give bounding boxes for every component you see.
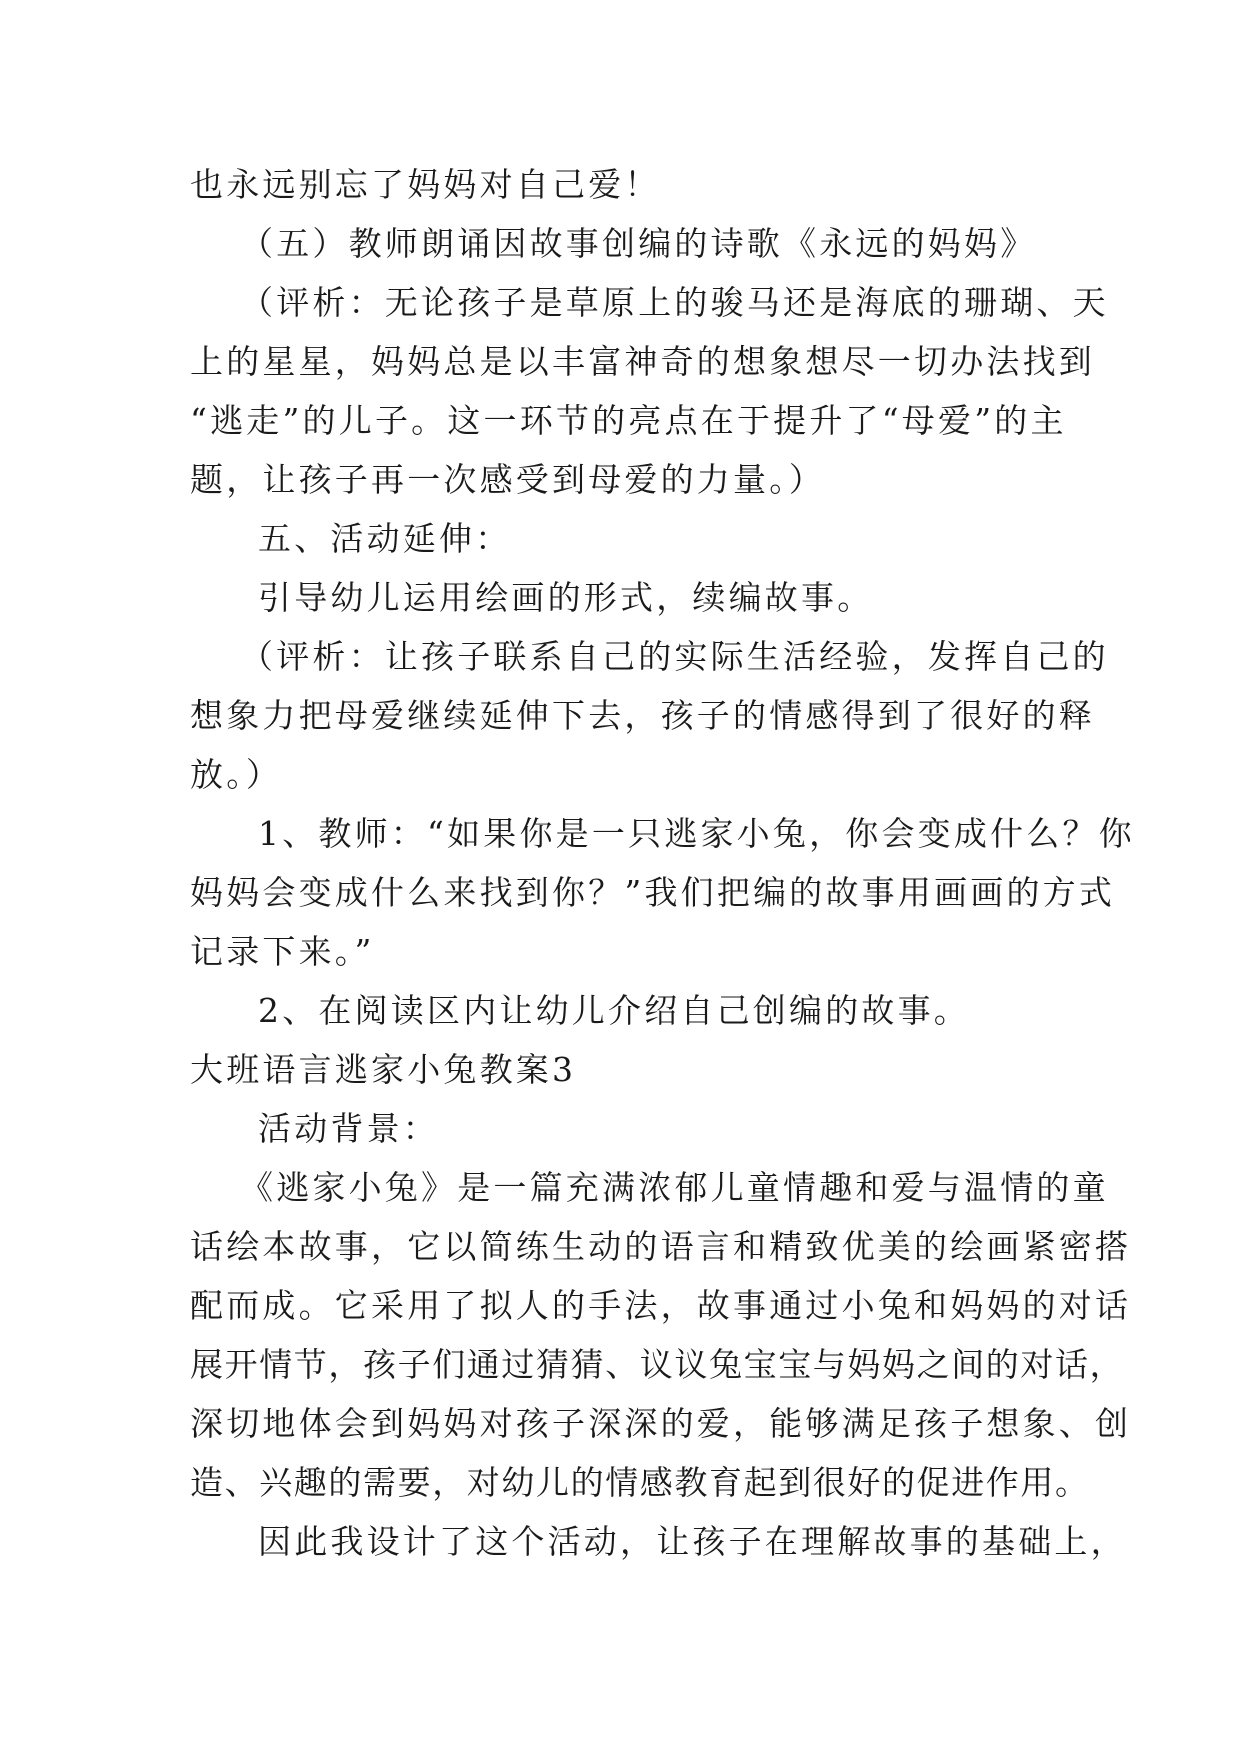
paragraph-line: 展开情节，孩子们通过猜猜、议议兔宝宝与妈妈之间的对话，: [190, 1345, 1125, 1384]
paragraph-line: 题，让孩子再一次感受到母爱的力量。）: [190, 460, 826, 499]
paragraph-line: 1、教师：“如果你是一只逃家小兔，你会变成什么？你: [258, 814, 1135, 853]
paragraph-line: 因此我设计了这个活动，让孩子在理解故事的基础上，: [258, 1522, 1127, 1561]
paragraph-line: 记录下来。”: [190, 932, 375, 971]
paragraph-line: 《逃家小兔》是一篇充满浓郁儿童情趣和爱与温情的童: [240, 1168, 1109, 1207]
paragraph-line: 上的星星，妈妈总是以丰富神奇的想象想尽一切办法找到: [190, 342, 1095, 381]
paragraph-line: 深切地体会到妈妈对孩子深深的爱，能够满足孩子想象、创: [190, 1404, 1132, 1443]
section-heading: （五）教师朗诵因故事创编的诗歌《永远的妈妈》: [240, 224, 1037, 263]
paragraph-line: 想象力把母爱继续延伸下去，孩子的情感得到了很好的释: [190, 696, 1095, 735]
paragraph-line: 妈妈会变成什么来找到你？”我们把编的故事用画画的方式: [190, 873, 1116, 912]
paragraph-line: （评析：无论孩子是草原上的骏马还是海底的珊瑚、天: [240, 283, 1109, 322]
paragraph-line: 也永远别忘了妈妈对自己爱！: [190, 165, 661, 204]
paragraph-line: 放。）: [190, 755, 283, 794]
paragraph-line: 配而成。它采用了拟人的手法，故事通过小兔和妈妈的对话: [190, 1286, 1132, 1325]
paragraph-line: 话绘本故事，它以简练生动的语言和精致优美的绘画紧密搭: [190, 1227, 1132, 1266]
document-heading: 大班语言逃家小兔教案3: [190, 1050, 577, 1089]
section-heading: 活动背景：: [258, 1109, 439, 1148]
section-heading: 五、活动延伸：: [258, 519, 512, 558]
paragraph-line: 2、在阅读区内让幼儿介绍自己创编的故事。: [258, 991, 970, 1030]
paragraph-line: （评析：让孩子联系自己的实际生活经验，发挥自己的: [240, 637, 1109, 676]
paragraph-line: 引导幼儿运用绘画的形式，续编故事。: [258, 578, 874, 617]
paragraph-line: 造、兴趣的需要，对幼儿的情感教育起到很好的促进作用。: [190, 1463, 1090, 1502]
paragraph-line: “逃走”的儿子。这一环节的亮点在于提升了“母爱”的主: [190, 401, 1067, 440]
